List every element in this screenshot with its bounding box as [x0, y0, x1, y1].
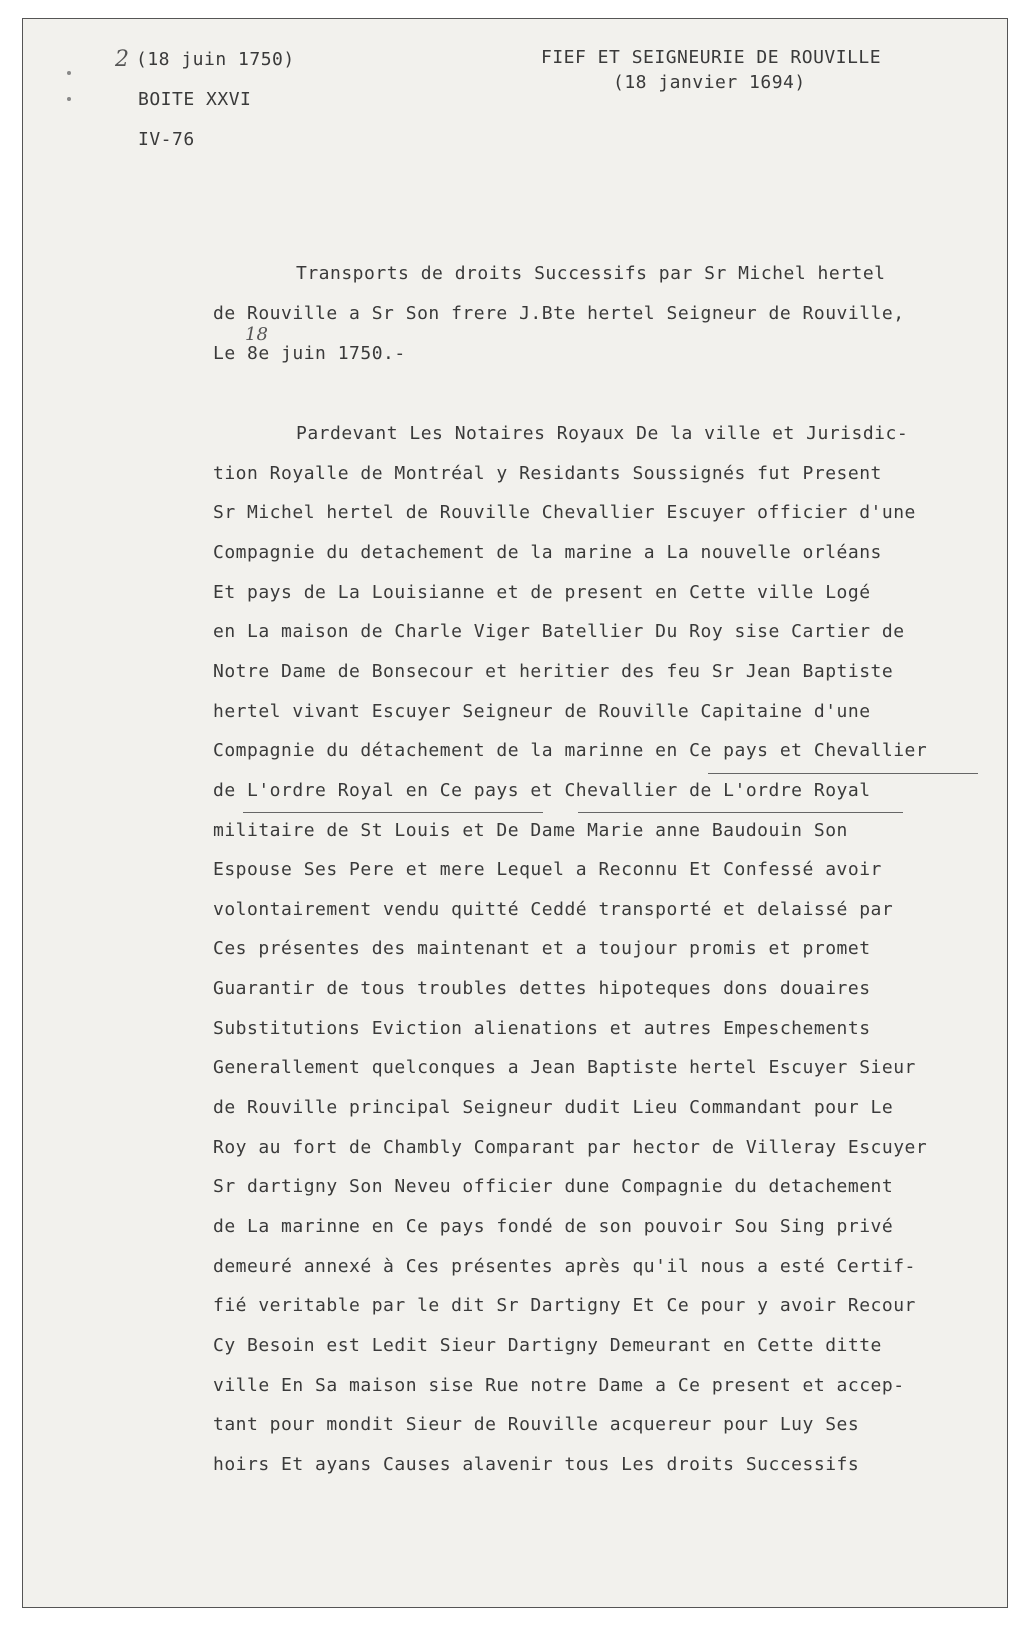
body-line: Sr dartigny Son Neveu officier dune Compagnie du detachement	[213, 1176, 894, 1198]
body-line: de Rouville principal Seigneur dudit Lieu Commandant pour Le	[213, 1097, 894, 1119]
body-line: Roy au fort de Chambly Comparant par hector de Villeray Escuyer	[213, 1136, 928, 1158]
document-title: FIEF ET SEIGNEURIE DE ROUVILLE	[541, 47, 882, 68]
body-line: demeuré annexé à Ces présentes après qu'il nous a esté Certif-	[213, 1255, 916, 1277]
body-line: fié veritable par le dit Sr Dartigny Et Ce pour y avoir Recour	[213, 1295, 916, 1317]
body-line: de L'ordre Royal en Ce pays et Chevallier de L'ordre Royal	[213, 779, 871, 801]
box-number: BOITE XXVI	[138, 89, 252, 110]
pen-underline	[578, 812, 903, 813]
margin-dot	[67, 71, 71, 75]
pen-underline	[708, 773, 978, 774]
pen-underline	[243, 812, 543, 813]
body-line: en La maison de Charle Viger Batellier Du Roy sise Cartier de	[213, 621, 905, 643]
typed-document-sheet	[22, 18, 1008, 1608]
body-line: Guarantir de tous troubles dettes hipoteques dons douaires	[213, 978, 871, 1000]
body-line: de La marinne en Ce pays fondé de son pouvoir Sou Sing privé	[213, 1216, 894, 1237]
body-line: Compagnie du detachement de la marine a La nouvelle orléans	[213, 541, 882, 563]
body-line: volontairement vendu quitté Ceddé transporté et delaissé par	[213, 898, 894, 920]
body-line: Substitutions Eviction alienations et autres Empeschements	[213, 1017, 871, 1039]
body-line: Cy Besoin est Ledit Sieur Dartigny Demeurant en Cette ditte	[213, 1334, 882, 1356]
subject-line-2: de Rouville a Sr Son frere J.Bte hertel Seigneur de Rouville,	[213, 303, 905, 324]
body-line: tant pour mondit Sieur de Rouville acquereur pour Luy Ses	[213, 1414, 860, 1436]
body-line: Sr Michel hertel de Rouville Chevallier Escuyer officier d'une	[213, 502, 916, 524]
body-line: Generallement quelconques a Jean Baptiste hertel Escuyer Sieur	[213, 1057, 916, 1079]
handwritten-date-correction: 18	[245, 324, 268, 345]
header-date: (18 juin 1750)	[136, 49, 295, 70]
body-line: Ces présentes des maintenant et a toujour promis et promet	[213, 938, 871, 960]
document-title-date: (18 janvier 1694)	[613, 72, 806, 93]
body-line: hoirs Et ayans Causes alavenir tous Les droits Successifs	[213, 1453, 860, 1475]
body-line: hertel vivant Escuyer Seigneur de Rouville Capitaine d'une	[213, 700, 871, 722]
body-line: Espouse Ses Pere et mere Lequel a Reconnu Et Confessé avoir	[213, 859, 882, 881]
body-line: ville En Sa maison sise Rue notre Dame a Ce present et accep-	[213, 1374, 905, 1396]
body-line: tion Royalle de Montréal y Residants Soussignés fut Present	[213, 462, 882, 484]
body-line: Pardevant Les Notaires Royaux De la ville et Jurisdic-	[296, 423, 909, 444]
body-line: Compagnie du détachement de la marinne en Ce pays et Chevallier	[213, 740, 928, 762]
subject-line-3: Le 8e juin 1750.-	[213, 343, 406, 364]
file-reference: IV-76	[138, 129, 195, 150]
handwritten-page-number: 2	[115, 47, 129, 72]
margin-dot	[67, 97, 71, 101]
body-line: Et pays de La Louisianne et de present en Cette ville Logé	[213, 581, 871, 603]
subject-line-1: Transports de droits Successifs par Sr Michel hertel	[296, 263, 886, 284]
body-line: militaire de St Louis et De Dame Marie anne Baudouin Son	[213, 819, 848, 841]
body-line: Notre Dame de Bonsecour et heritier des feu Sr Jean Baptiste	[213, 660, 894, 682]
